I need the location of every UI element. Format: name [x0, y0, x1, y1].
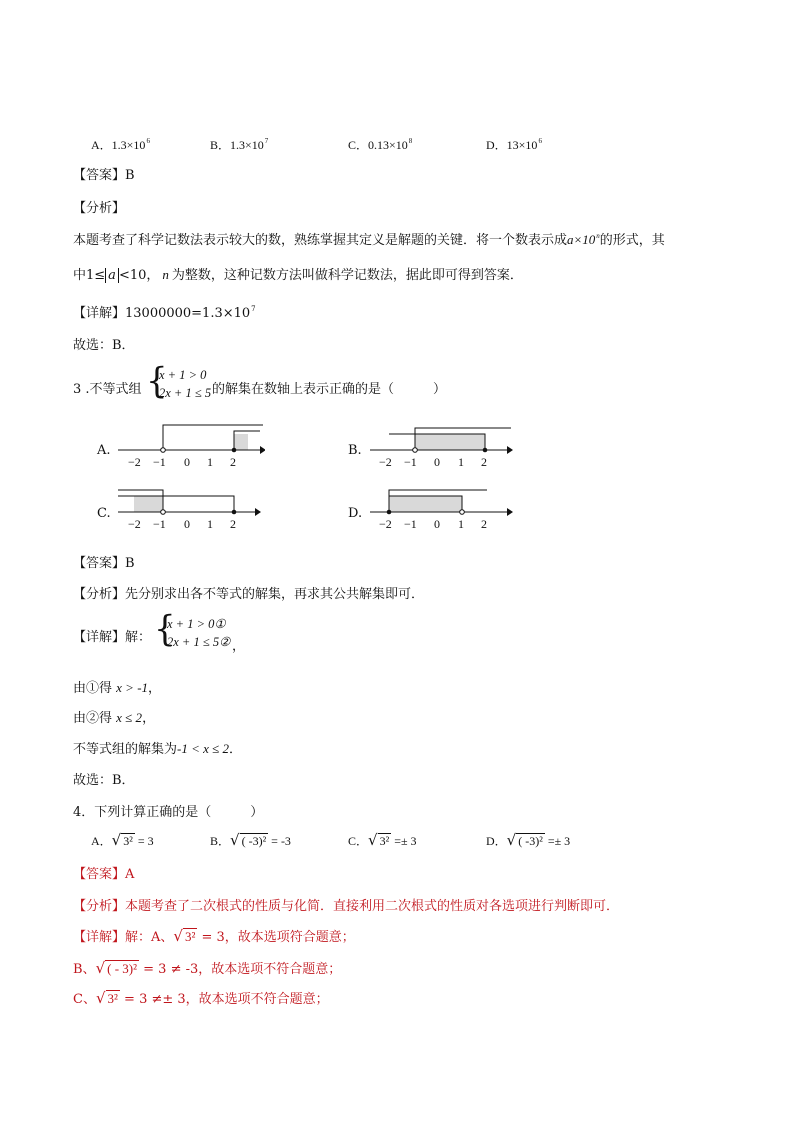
svg-text:2: 2: [230, 455, 236, 469]
q3-numberline-c: [115, 482, 265, 534]
q2-analysis-line1: 本题考查了科学记数法表示较大的数，熟练掌握其定义是解题的关键．将一个数表示成$a\times 10^n$的形式，其: [73, 232, 665, 248]
q3-option-b-label: B.: [348, 443, 362, 458]
svg-text:1: 1: [458, 517, 464, 531]
q3-numberline-d: [367, 482, 517, 534]
q2-choose: 故选：B．: [73, 338, 135, 353]
q4-answer: 【答案】A: [73, 867, 135, 882]
q3-numberline-b: [367, 420, 517, 472]
q3-from2: 由②得 x ≤ 2，: [73, 710, 156, 726]
q2-answer: 【答案】B: [73, 168, 135, 183]
q3-solution: 不等式组的解集为-1 < x ≤ 2．: [73, 741, 243, 757]
svg-text:0: 0: [434, 517, 440, 531]
svg-text:1: 1: [207, 517, 213, 531]
q3-numberline-a: [115, 420, 265, 472]
svg-text:−2: −2: [379, 517, 392, 531]
q3-system: x + 1 > 0 2x + 1 ≤ 5: [159, 368, 212, 400]
q4-option-d: D．√ ( -3)² =± 3: [486, 831, 571, 849]
svg-text:0: 0: [184, 455, 190, 469]
svg-text:−1: −1: [153, 455, 166, 469]
q2-analysis-heading: 【分析】: [73, 201, 126, 216]
q4-stem: 4．下列计算正确的是（ ）: [73, 805, 264, 820]
svg-text:−1: −1: [404, 517, 417, 531]
svg-text:−2: −2: [128, 455, 141, 469]
q3-from1: 由①得 x > -1，: [73, 680, 162, 696]
q4-detail-b: B、√ ( - 3)² = 3 ≠ -3，故本选项不符合题意；: [73, 959, 342, 977]
svg-text:2: 2: [481, 455, 487, 469]
q2-analysis-line2: 中1≤ a <10， n 为整数，这种记数方法叫做科学记数法，据此即可得到答案．: [73, 267, 523, 283]
svg-text:−1: −1: [153, 517, 166, 531]
svg-text:−2: −2: [128, 517, 141, 531]
q3-option-d-label: D.: [348, 506, 363, 521]
q3-option-a-label: A.: [97, 443, 111, 458]
q2-detail: 【详解】$13000000=1.3\times 10^7$: [73, 305, 256, 321]
svg-text:−2: −2: [379, 455, 392, 469]
q4-option-b: B．√ ( -3)² = -3: [210, 831, 291, 849]
q2-option-c: C．$0.13\times 10^8$: [348, 137, 413, 152]
q3-option-c-label: C.: [97, 506, 111, 521]
q3-analysis: 【分析】先分别求出各不等式的解集，再求其公共解集即可．: [73, 587, 425, 602]
q4-option-a: A．√ 3² = 3: [91, 831, 154, 849]
q4-detail-c: C、√ 3² = 3 ≠± 3，故本选项不符合题意；: [73, 989, 329, 1007]
svg-text:0: 0: [184, 517, 190, 531]
svg-text:0: 0: [434, 455, 440, 469]
q2-option-a: A．$1.3\times 10^6$: [91, 137, 150, 152]
svg-text:−1: −1: [404, 455, 417, 469]
svg-text:2: 2: [481, 517, 487, 531]
svg-text:2: 2: [230, 517, 236, 531]
q3-detail-system: x + 1 > 0① 2x + 1 ≤ 5②: [167, 617, 231, 649]
q4-detail-a: 【详解】解：A、√ 3² = 3，故本选项符合题意；: [73, 927, 355, 945]
q3-choose: 故选：B．: [73, 773, 135, 788]
svg-text:1: 1: [458, 455, 464, 469]
q3-detail-heading: 【详解】解：: [73, 630, 152, 645]
q3-detail-brace: {: [154, 608, 176, 650]
q3-detail-comma: ，: [232, 639, 246, 654]
q4-option-c: C．√ 3² =± 3: [348, 831, 417, 849]
q2-option-d: D．$13\times 10^6$: [486, 137, 542, 152]
q4-analysis: 【分析】本题考查了二次根式的性质与化简．直接利用二次根式的性质对各选项进行判断即可．: [73, 899, 620, 914]
q2-option-b: B．$1.3\times 10^7$: [210, 137, 269, 152]
q3-stem-suffix: 的解集在数轴上表示正确的是（ ）: [212, 382, 447, 397]
q3-system-brace: {: [146, 360, 168, 402]
q3-answer: 【答案】B: [73, 556, 135, 571]
svg-text:1: 1: [207, 455, 213, 469]
q3-stem-prefix: 3 .不等式组: [73, 382, 142, 397]
